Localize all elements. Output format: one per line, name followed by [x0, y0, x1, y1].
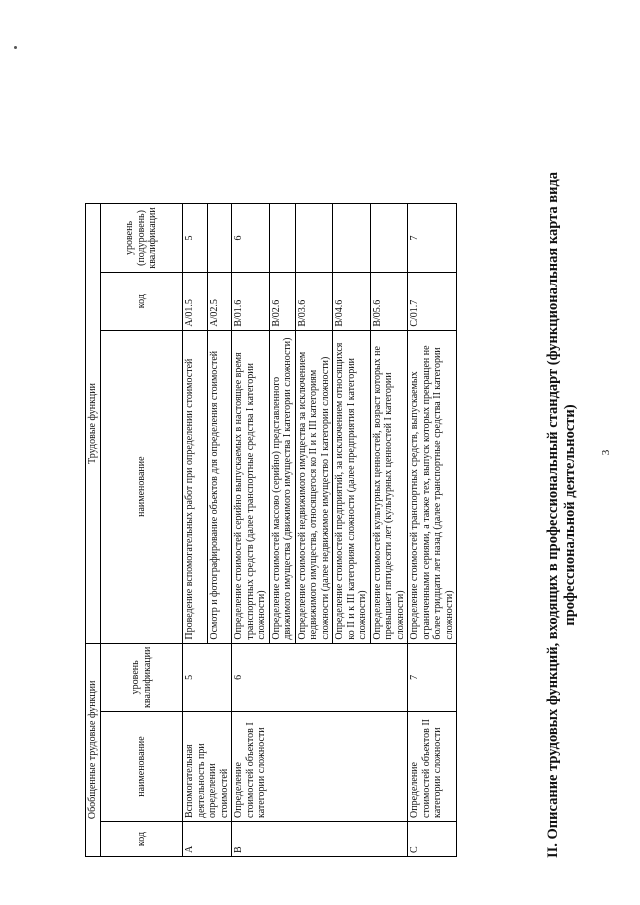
header-row-1 [86, 204, 101, 857]
labor-function-name: Определение стоимостей предприятий, за исключением относящихся ко II и к III категориям сложности (далее предприятия I категории сложности) [333, 330, 371, 643]
generalized-function-name: Определение стоимостей объектов II категории сложности [408, 712, 457, 822]
generalized-function-level: 7 [408, 643, 457, 711]
table-row [408, 204, 457, 857]
labor-function-code: C/01.7 [408, 272, 457, 330]
labor-function-name: Определение стоимостей серийно выпускаемых в настоящее время транспортных средств (далее транспортные средства I категории сложности) [232, 330, 270, 643]
header-level: уровень квалификации [101, 643, 183, 711]
labor-function-code: A/01.5 [183, 272, 208, 330]
header-generalized-functions: Обобщенные трудовые функции [86, 643, 101, 856]
generalized-function-name: Вспомогательная деятельность при определении стоимостей [183, 712, 232, 822]
labor-function-code: B/03.6 [295, 272, 333, 330]
labor-function-sublevel [207, 204, 232, 272]
header-function-code: код [101, 272, 183, 330]
labor-function-code: B/02.6 [269, 272, 295, 330]
labor-function-code: A/02.5 [207, 272, 232, 330]
generalized-function-name: Определение стоимостей объектов I категории сложности [232, 712, 408, 822]
header-name: наименование [101, 712, 183, 822]
header-code: код [101, 822, 183, 857]
labor-function-sublevel [295, 204, 333, 272]
labor-function-name: Определение стоимостей массово (серийно) представленного движимого имущества (движимого имущества I категории сложности) [269, 330, 295, 643]
labor-function-sublevel [269, 204, 295, 272]
generalized-function-code: B [232, 822, 408, 857]
generalized-function-level: 5 [183, 643, 232, 711]
labor-function-sublevel: 7 [408, 204, 457, 272]
labor-function-sublevel [333, 204, 371, 272]
section-title [545, 165, 579, 865]
labor-function-sublevel [370, 204, 408, 272]
header-function-name: наименование [101, 330, 183, 643]
labor-function-name: Проведение вспомогательных работ при определении стоимостей [183, 330, 208, 643]
generalized-function-level: 6 [232, 643, 408, 711]
labor-function-name: Определение стоимостей транспортных средств, выпускаемых ограниченными сериями, а также тех, выпуск которых прекращен не более тридцати лет назад (далее транспортные средства II категории сложности) [408, 330, 457, 643]
labor-function-sublevel: 5 [183, 204, 208, 272]
labor-function-sublevel: 6 [232, 204, 270, 272]
header-sublevel: уровень (подуровень) квалификации [101, 204, 183, 272]
labor-function-name: Определение стоимостей недвижимого имущества за исключением недвижимого имущества, относящегося ко II и к III категориям сложности (далее недвижимое имущество I категории сложности) [295, 330, 333, 643]
labor-function-name: Осмотр и фотографирование объектов для определения стоимостей [207, 330, 232, 643]
labor-function-code: B/05.6 [370, 272, 408, 330]
table-row [183, 204, 208, 857]
labor-function-code: B/04.6 [333, 272, 371, 330]
page-number: 3 [600, 449, 612, 456]
labor-function-code: B/01.6 [232, 272, 270, 330]
generalized-function-code: C [408, 822, 457, 857]
title-line-2: профессиональной деятельности) [562, 404, 578, 626]
header-row-2 [101, 204, 183, 857]
labor-function-name: Определение стоимостей культурных ценностей, возраст которых не превышает пятидесяти лет (культурных ценностей I категории сложности) [370, 330, 408, 643]
header-labor-functions: Трудовые функции [86, 204, 101, 643]
functional-map-table [85, 203, 457, 857]
title-line-1: II. Описание трудовых функций, входящих в профессиональный стандарт (функциональная карта вида [545, 171, 561, 859]
table-row [232, 204, 270, 857]
generalized-function-code: A [183, 822, 232, 857]
